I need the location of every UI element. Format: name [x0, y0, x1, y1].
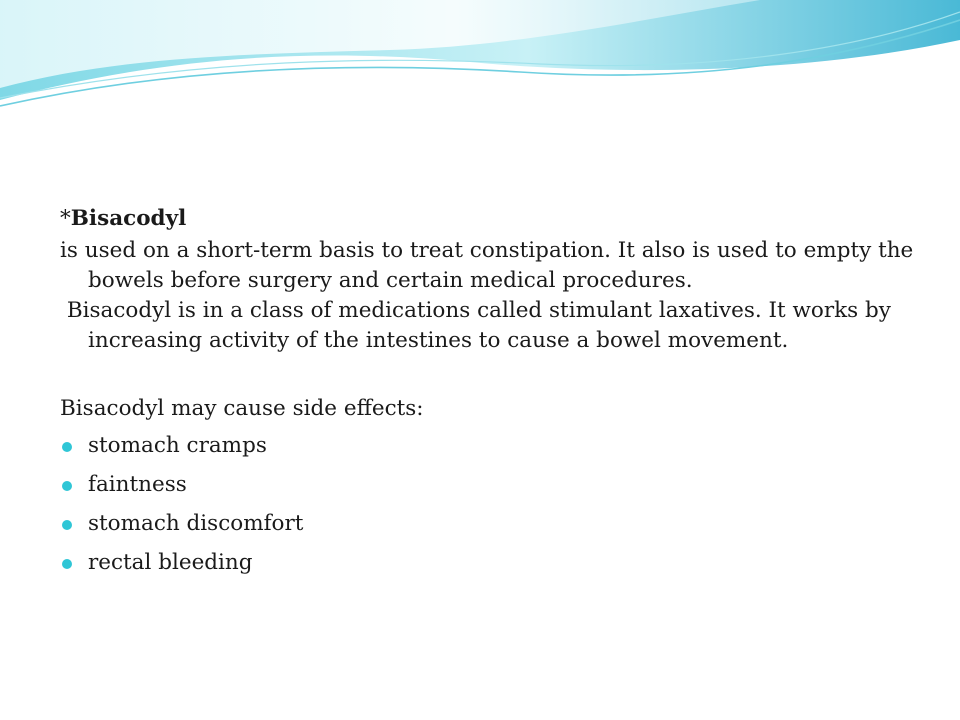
slide-body	[60, 204, 920, 587]
paragraph-spacer	[60, 356, 920, 394]
drug-name: Bisacodyl	[70, 206, 187, 231]
mechanism-paragraph: Bisacodyl is in a class of medications called stimulant laxatives. It works by increasing activity of the intestines to cause a bowel movement.	[60, 298, 898, 353]
heading-asterisk: *	[60, 206, 71, 231]
bullet-dot-icon	[62, 520, 72, 530]
side-effects-intro: Bisacodyl may cause side effects:	[60, 396, 424, 421]
bullet-dot-icon	[62, 559, 72, 569]
header-wave-decoration	[0, 0, 960, 130]
list-item	[60, 470, 920, 509]
drug-heading	[60, 204, 920, 234]
side-effects-list	[60, 431, 920, 587]
bullet-dot-icon	[62, 481, 72, 491]
list-item	[60, 509, 920, 548]
usage-paragraph: is used on a short-term basis to treat constipation. It also is used to empty the bowels before surgery and certain medical procedures.	[60, 238, 914, 293]
side-effect-text: rectal bleeding	[88, 550, 253, 575]
list-item	[60, 431, 920, 470]
list-item	[60, 548, 920, 587]
side-effect-text: stomach discomfort	[88, 511, 304, 536]
side-effect-text: stomach cramps	[88, 433, 267, 458]
side-effect-text: faintness	[88, 472, 187, 497]
bullet-dot-icon	[62, 442, 72, 452]
